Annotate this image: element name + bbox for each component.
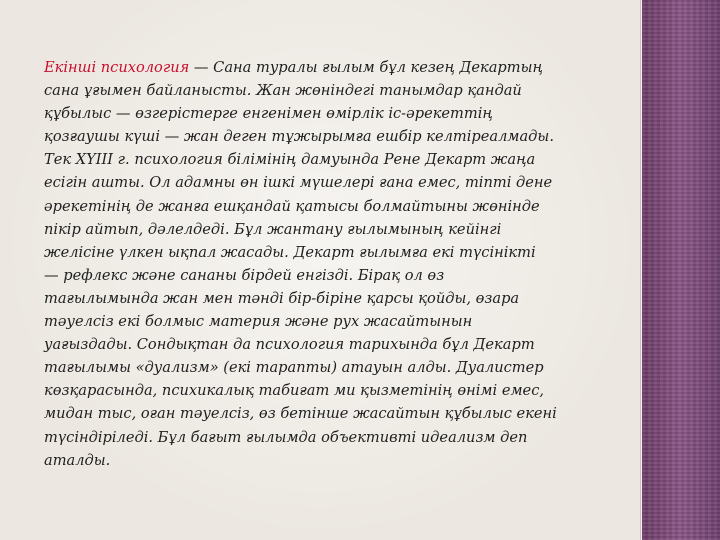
text-line: мидан тыс, оған тәуелсіз, өз бетінше жасайтын құбылыс екені bbox=[44, 405, 557, 423]
text-line: әрекетінің де жанға ешқандай қатысы болмайтыны жөнінде bbox=[44, 197, 540, 215]
text-line: түсіндіріледі. Бұл бағыт ғылымда объективті идеализм деп bbox=[44, 428, 528, 446]
text-line: қозғаушы күші — жан деген тұжырымға ешбір келтіреалмады. bbox=[44, 128, 554, 146]
text-line: уағыздады. Сондықтан да психология тарихында бұл Декарт bbox=[44, 336, 535, 354]
text-line: — рефлекс және сананы бірдей енгізді. Бірақ ол өз bbox=[44, 266, 445, 284]
text-line: көзқарасында, психикалық табиғат ми қызметінің өнімі емес, bbox=[44, 382, 544, 400]
text-line: құбылыс — өзгерістерге енгенімен өмірлік іс-әрекеттің bbox=[44, 105, 493, 123]
text-line: — Сана туралы ғылым бұл кезең Декартың bbox=[189, 59, 543, 76]
highlighted-term: Екінші психология bbox=[44, 59, 190, 76]
text-line: пікір айтып, дәлелдеді. Бұл жантану ғылымының кейінгі bbox=[44, 220, 502, 238]
text-line: сана ұғымен байланысты. Жан жөніндегі танымдар қандай bbox=[44, 82, 522, 100]
text-line: аталды. bbox=[44, 451, 111, 469]
text-line: Тек XYIII г. психология білімінің дамуында Рене Декарт жаңа bbox=[44, 151, 536, 169]
decorative-side-bar bbox=[642, 0, 720, 540]
body-paragraph bbox=[44, 56, 616, 472]
text-line: желісіне үлкен ықпал жасады. Декарт ғылымға екі түсінікті bbox=[44, 243, 536, 261]
text-line: тағылымында жан мен тәнді бір-біріне қарсы қойды, өзара bbox=[44, 289, 520, 307]
text-line: тәуелсіз екі болмыс материя және рух жасайтынын bbox=[44, 313, 473, 331]
text-line: тағылымы «дуализм» (екі тарапты) атауын алды. Дуалистер bbox=[44, 359, 544, 377]
text-line: есігін ашты. Ол адамны өн ішкі мүшелері ғана емес, тіпті дене bbox=[44, 174, 553, 192]
